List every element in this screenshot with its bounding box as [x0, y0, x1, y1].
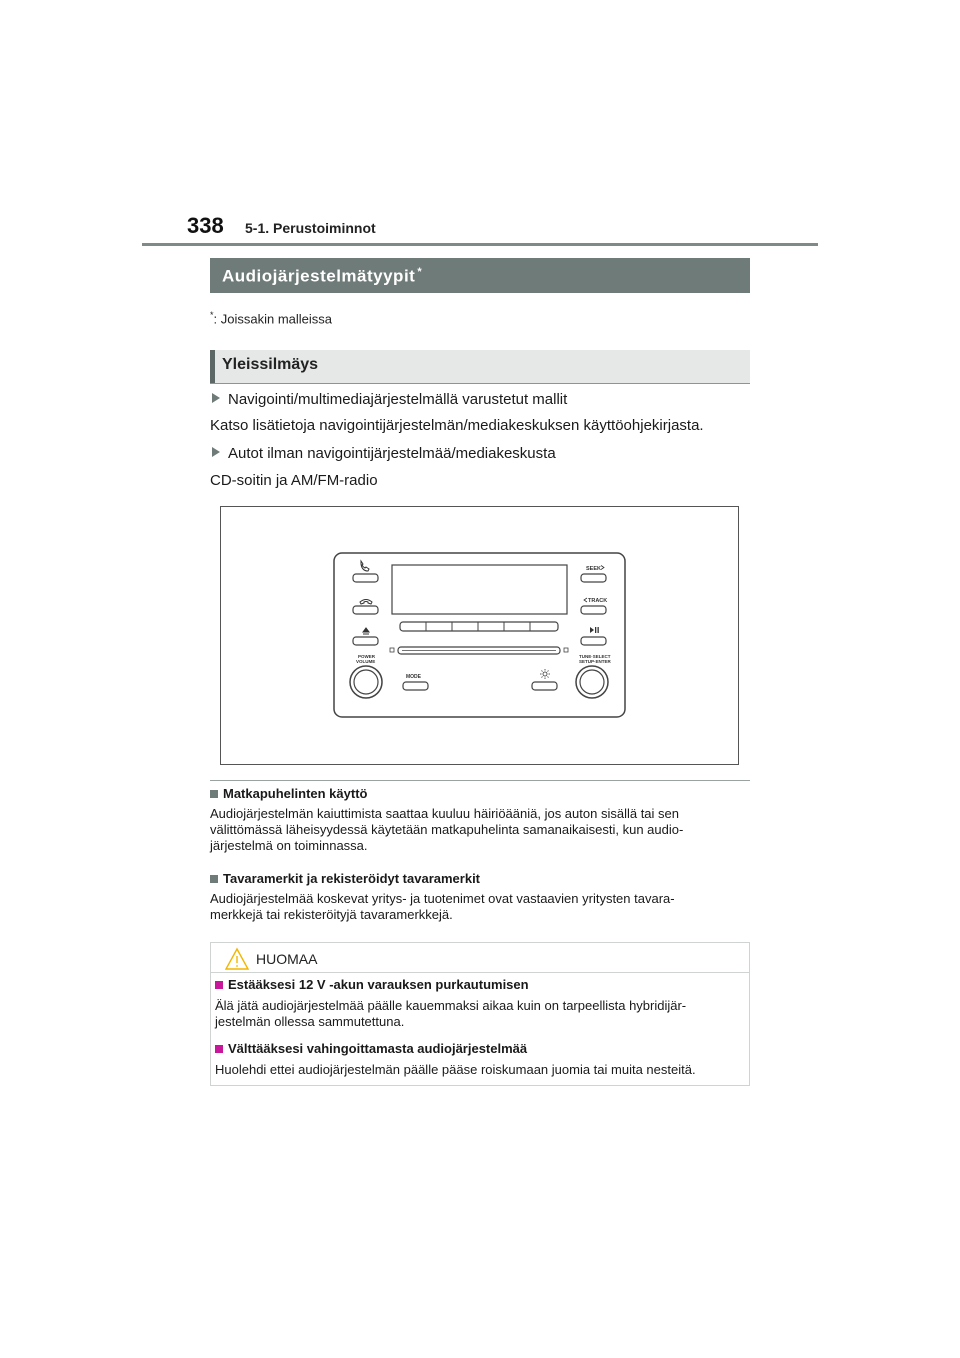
warning-item-2-line-1: Huolehdi ettei audiojärjestelmän päälle pääse roiskumaan juomia tai muita nesteitä. — [215, 1062, 696, 1077]
eject-button — [353, 637, 378, 645]
footnote-text: : Joissakin malleissa — [213, 311, 333, 327]
note-1-line-1: Audiojärjestelmän kaiuttimista saattaa kuuluu häiriöääniä, jos auton sisällä tai sen — [210, 806, 679, 821]
square-bullet-icon — [215, 981, 223, 989]
subsection-title: Yleissilmäys — [222, 356, 319, 373]
footnote — [210, 310, 332, 326]
note-2-heading-text: Tavaramerkit ja rekisteröidyt tavaramerkit — [223, 871, 481, 886]
triangle-bullet-icon — [212, 393, 220, 403]
mode-button — [403, 682, 428, 690]
play-pause-button — [581, 637, 606, 645]
section-title-mark: * — [417, 266, 423, 278]
note-2-line-1: Audiojärjestelmää koskevat yritys- ja tuotenimet ovat vastaavien yritysten tavara- — [210, 891, 675, 906]
track-button — [581, 606, 606, 614]
note-1-line-2: välittömässä läheisyydessä käytetään matkapuhelinta samanaikaisesti, kun audio- — [210, 822, 684, 837]
warning-item-2-heading-text: Välttääksesi vahingoittamasta audiojärjestelmää — [228, 1041, 528, 1056]
warning-item-2-heading — [215, 1041, 527, 1056]
warning-item-1-heading — [215, 977, 529, 992]
warning-title: HUOMAA — [256, 951, 318, 967]
note-1-line-3: järjestelmä on toiminnassa. — [210, 838, 368, 853]
seek-label: SEEK — [586, 566, 601, 572]
triangle-bullet-icon — [212, 447, 220, 457]
subsection-bar-accent — [210, 350, 215, 383]
volume-label: VOLUME — [356, 659, 376, 664]
warning-item-1-line-2: jestelmän ollessa sammutettuna. — [215, 1014, 405, 1029]
header-rule — [142, 243, 818, 246]
track-label: TRACK — [588, 598, 608, 604]
overview-item-1-body: Katso lisätietoja navigointijärjestelmän/mediakeskuksen käyttöohjekirjasta. — [210, 417, 704, 434]
setup-enter-label: SETUP·ENTER — [579, 659, 611, 664]
overview-item-2-body: CD-soitin ja AM/FM-radio — [210, 472, 378, 489]
brightness-button — [532, 682, 557, 690]
note-1-heading-text: Matkapuhelinten käyttö — [223, 786, 368, 801]
mode-label: MODE — [406, 674, 421, 680]
power-label: POWER — [358, 654, 376, 659]
note-1-heading — [210, 786, 367, 801]
square-bullet-icon — [210, 875, 218, 883]
warning-item-1-heading-text: Estääksesi 12 V -akun varauksen purkautumisen — [228, 977, 529, 992]
note-2-heading — [210, 871, 480, 886]
overview-item-1-heading-text: Navigointi/multimediajärjestelmällä varustetut mallit — [228, 391, 568, 408]
section-title — [222, 266, 422, 287]
overview-item-2-heading-text: Autot ilman navigointijärjestelmää/mediakeskusta — [228, 445, 556, 462]
note-2-line-2: merkkejä tai rekisteröityjä tavaramerkkejä. — [210, 907, 453, 922]
page-number: 338 — [187, 213, 224, 238]
warning-item-1-line-1: Älä jätä audiojärjestelmää päälle kauemmaksi aikaa kuin on tarpeellista hybridijär- — [215, 998, 687, 1013]
warning-header-rule — [211, 972, 749, 973]
figure-divider — [210, 780, 750, 781]
section-title-text: Audiojärjestelmätyypit — [222, 266, 416, 286]
chapter-title: 5-1. Perustoiminnot — [245, 220, 376, 236]
preset-buttons — [400, 622, 558, 631]
radio-display — [392, 565, 567, 614]
footnote-mark: * — [210, 310, 214, 320]
overview-item-1-heading — [212, 391, 567, 408]
square-bullet-icon — [210, 790, 218, 798]
phone-button — [353, 574, 378, 582]
overview-item-2-heading — [212, 445, 556, 462]
tune-select-label: TUNE·SELECT — [579, 654, 611, 659]
radio-illustration — [220, 506, 739, 765]
warning-triangle-icon — [224, 947, 250, 971]
hangup-button — [353, 606, 378, 614]
square-bullet-icon — [215, 1045, 223, 1053]
seek-button — [581, 574, 606, 582]
